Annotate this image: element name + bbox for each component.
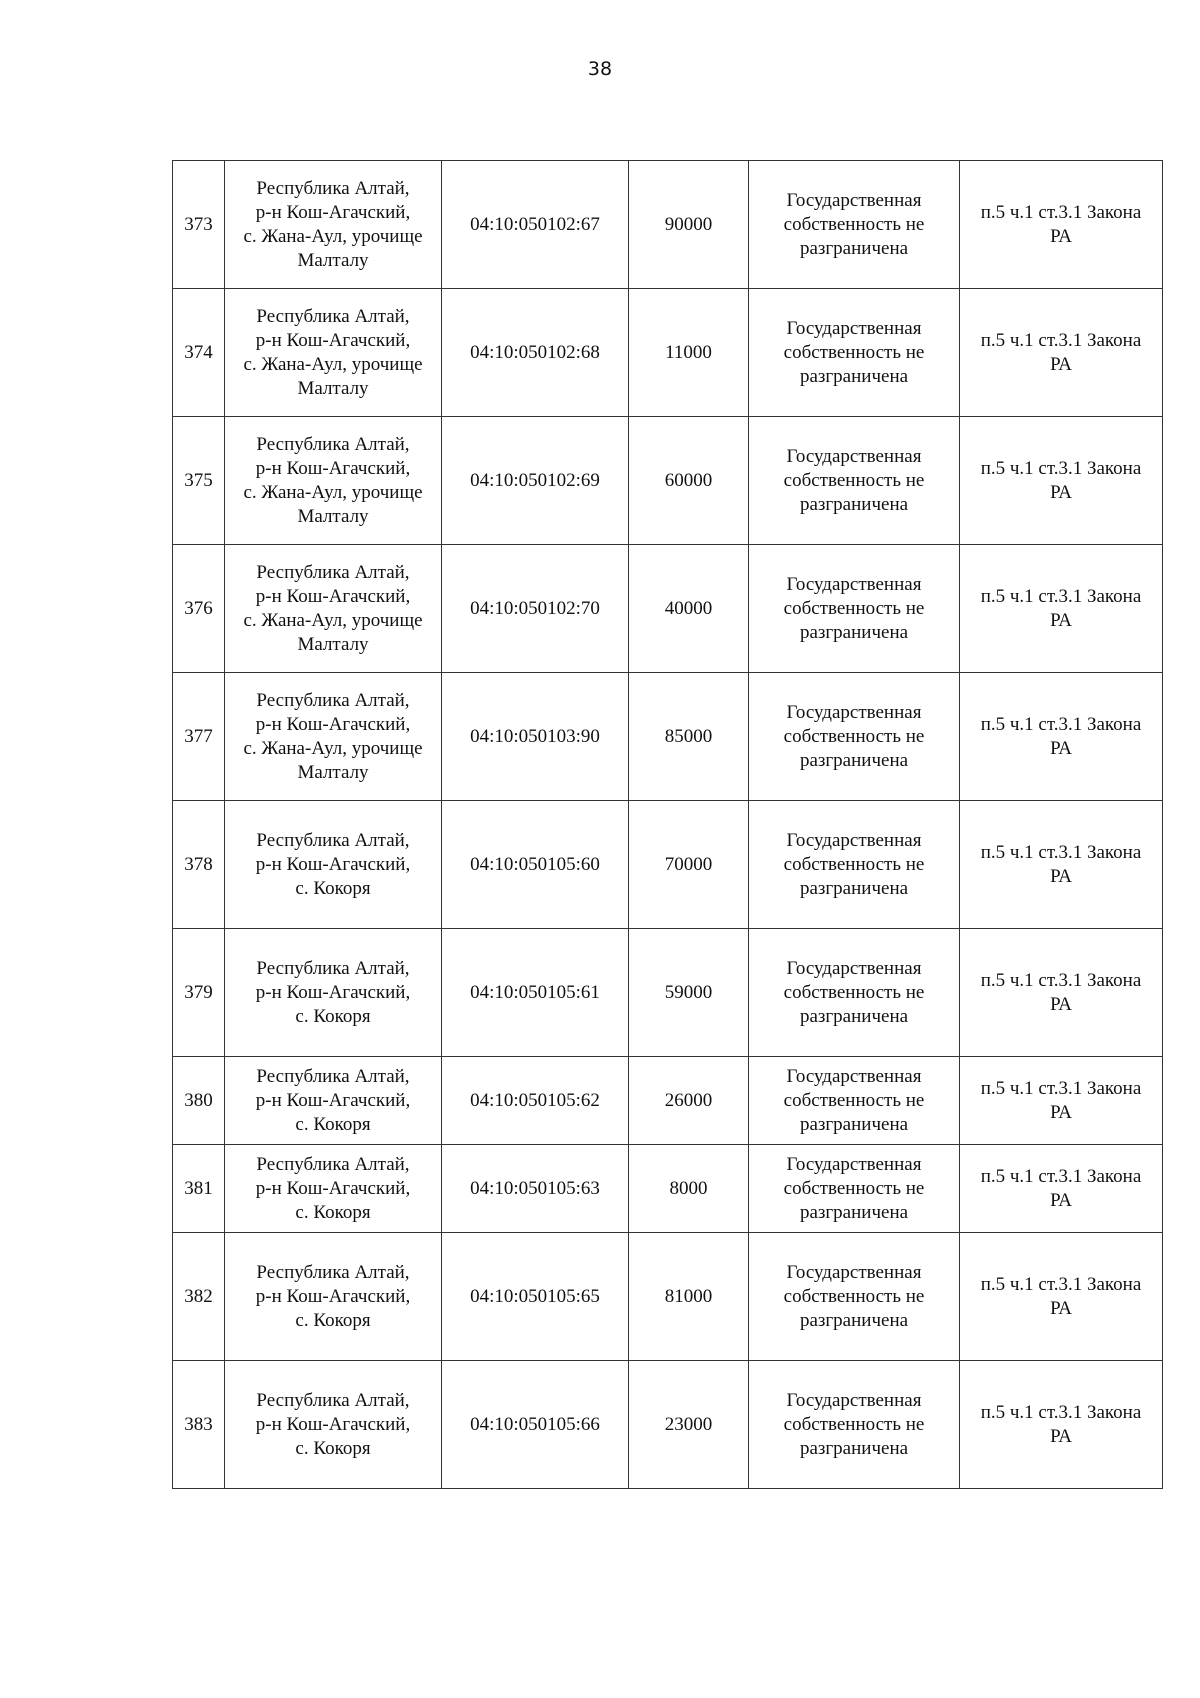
law-reference-cell-line: РА (1050, 1425, 1072, 1447)
row-number-cell: 382 (173, 1233, 225, 1361)
cadastral-number-cell: 04:10:050105:60 (442, 801, 629, 929)
ownership-cell-line: собственность не (783, 1285, 925, 1307)
address-cell-line: Республика Алтай, (256, 433, 410, 455)
area-cell: 26000 (629, 1057, 749, 1145)
law-reference-cell-line: п.5 ч.1 ст.3.1 Закона (980, 1165, 1142, 1187)
ownership-cell-line: собственность не (783, 1413, 925, 1435)
address-cell-line: с. Жана-Аул, урочище (243, 737, 423, 759)
law-reference-cell (960, 673, 1163, 801)
ownership-cell-line: разграничена (799, 1113, 909, 1135)
law-reference-cell-line: РА (1050, 993, 1072, 1015)
law-reference-cell-line: РА (1050, 481, 1072, 503)
cadastral-number-cell: 04:10:050105:63 (442, 1145, 629, 1233)
table-body (173, 161, 1163, 1489)
area-cell: 90000 (629, 161, 749, 289)
law-reference-cell (960, 417, 1163, 545)
address-cell-line: Малталу (297, 761, 369, 783)
ownership-cell-line: Государственная (786, 1261, 922, 1283)
address-cell (225, 929, 442, 1057)
ownership-cell (749, 289, 960, 417)
row-number-cell: 376 (173, 545, 225, 673)
ownership-cell-line: собственность не (783, 213, 925, 235)
ownership-cell-line: собственность не (783, 469, 925, 491)
ownership-cell-line: Государственная (786, 701, 922, 723)
row-number-cell: 383 (173, 1361, 225, 1489)
area-cell: 81000 (629, 1233, 749, 1361)
address-cell-line: с. Жана-Аул, урочище (243, 353, 423, 375)
address-cell-line: Республика Алтай, (256, 1065, 410, 1087)
law-reference-cell (960, 545, 1163, 673)
address-cell-line: р-н Кош-Агачский, (255, 713, 411, 735)
address-cell (225, 673, 442, 801)
law-reference-cell (960, 929, 1163, 1057)
table-row (173, 289, 1163, 417)
area-cell: 70000 (629, 801, 749, 929)
ownership-cell-line: собственность не (783, 853, 925, 875)
address-cell-line: с. Жана-Аул, урочище (243, 225, 423, 247)
law-reference-cell-line: п.5 ч.1 ст.3.1 Закона (980, 1077, 1142, 1099)
ownership-cell (749, 1361, 960, 1489)
ownership-cell-line: Государственная (786, 445, 922, 467)
law-reference-cell-line: п.5 ч.1 ст.3.1 Закона (980, 457, 1142, 479)
ownership-cell (749, 417, 960, 545)
address-cell-line: р-н Кош-Агачский, (255, 329, 411, 351)
ownership-cell-line: разграничена (799, 749, 909, 771)
law-reference-cell (960, 1233, 1163, 1361)
address-cell-line: р-н Кош-Агачский, (255, 1177, 411, 1199)
cadastral-number-cell: 04:10:050102:69 (442, 417, 629, 545)
row-number-cell: 375 (173, 417, 225, 545)
cadastral-number-cell: 04:10:050102:68 (442, 289, 629, 417)
ownership-cell (749, 1057, 960, 1145)
ownership-cell-line: Государственная (786, 829, 922, 851)
area-cell: 11000 (629, 289, 749, 417)
law-reference-cell-line: РА (1050, 225, 1072, 247)
ownership-cell-line: Государственная (786, 317, 922, 339)
address-cell-line: р-н Кош-Агачский, (255, 981, 411, 1003)
address-cell-line: с. Кокоря (295, 1005, 371, 1027)
law-reference-cell (960, 1057, 1163, 1145)
address-cell (225, 289, 442, 417)
table-row (173, 801, 1163, 929)
address-cell (225, 1057, 442, 1145)
row-number-cell: 373 (173, 161, 225, 289)
address-cell-line: с. Кокоря (295, 1113, 371, 1135)
law-reference-cell-line: РА (1050, 1297, 1072, 1319)
area-cell: 85000 (629, 673, 749, 801)
address-cell-line: Республика Алтай, (256, 561, 410, 583)
address-cell-line: с. Жана-Аул, урочище (243, 481, 423, 503)
land-plots-table (172, 160, 1163, 1489)
address-cell-line: Малталу (297, 377, 369, 399)
page-number: 38 (587, 58, 613, 80)
address-cell (225, 1361, 442, 1489)
address-cell-line: Республика Алтай, (256, 305, 410, 327)
ownership-cell-line: собственность не (783, 597, 925, 619)
area-cell: 8000 (629, 1145, 749, 1233)
row-number-cell: 381 (173, 1145, 225, 1233)
ownership-cell-line: собственность не (783, 341, 925, 363)
ownership-cell-line: собственность не (783, 981, 925, 1003)
ownership-cell-line: Государственная (786, 573, 922, 595)
law-reference-cell-line: п.5 ч.1 ст.3.1 Закона (980, 841, 1142, 863)
law-reference-cell-line: п.5 ч.1 ст.3.1 Закона (980, 1273, 1142, 1295)
address-cell-line: р-н Кош-Агачский, (255, 853, 411, 875)
ownership-cell-line: Государственная (786, 189, 922, 211)
address-cell-line: р-н Кош-Агачский, (255, 1089, 411, 1111)
cadastral-number-cell: 04:10:050105:62 (442, 1057, 629, 1145)
table-row (173, 545, 1163, 673)
table-row (173, 1145, 1163, 1233)
law-reference-cell-line: РА (1050, 353, 1072, 375)
area-cell: 40000 (629, 545, 749, 673)
ownership-cell-line: Государственная (786, 1389, 922, 1411)
law-reference-cell-line: п.5 ч.1 ст.3.1 Закона (980, 201, 1142, 223)
address-cell-line: Республика Алтай, (256, 177, 410, 199)
address-cell-line: Республика Алтай, (256, 957, 410, 979)
ownership-cell (749, 161, 960, 289)
row-number-cell: 380 (173, 1057, 225, 1145)
address-cell (225, 161, 442, 289)
address-cell-line: р-н Кош-Агачский, (255, 585, 411, 607)
cadastral-number-cell: 04:10:050103:90 (442, 673, 629, 801)
table-row (173, 161, 1163, 289)
cadastral-number-cell: 04:10:050105:65 (442, 1233, 629, 1361)
row-number-cell: 379 (173, 929, 225, 1057)
law-reference-cell (960, 289, 1163, 417)
ownership-cell (749, 929, 960, 1057)
ownership-cell-line: Государственная (786, 1065, 922, 1087)
address-cell (225, 1145, 442, 1233)
ownership-cell (749, 1145, 960, 1233)
law-reference-cell (960, 801, 1163, 929)
row-number-cell: 378 (173, 801, 225, 929)
law-reference-cell-line: РА (1050, 737, 1072, 759)
ownership-cell-line: собственность не (783, 1089, 925, 1111)
law-reference-cell-line: РА (1050, 609, 1072, 631)
law-reference-cell-line: п.5 ч.1 ст.3.1 Закона (980, 713, 1142, 735)
ownership-cell (749, 801, 960, 929)
ownership-cell-line: разграничена (799, 877, 909, 899)
address-cell-line: р-н Кош-Агачский, (255, 201, 411, 223)
table-row (173, 1057, 1163, 1145)
ownership-cell (749, 673, 960, 801)
law-reference-cell-line: РА (1050, 865, 1072, 887)
ownership-cell-line: собственность не (783, 725, 925, 747)
table-row (173, 417, 1163, 545)
law-reference-cell-line: РА (1050, 1189, 1072, 1211)
cadastral-number-cell: 04:10:050105:61 (442, 929, 629, 1057)
ownership-cell-line: собственность не (783, 1177, 925, 1199)
law-reference-cell (960, 1361, 1163, 1489)
address-cell-line: с. Кокоря (295, 1201, 371, 1223)
table-row (173, 929, 1163, 1057)
law-reference-cell-line: п.5 ч.1 ст.3.1 Закона (980, 969, 1142, 991)
cadastral-number-cell: 04:10:050105:66 (442, 1361, 629, 1489)
address-cell-line: с. Кокоря (295, 1309, 371, 1331)
address-cell-line: Республика Алтай, (256, 1261, 410, 1283)
address-cell (225, 801, 442, 929)
address-cell-line: Республика Алтай, (256, 1389, 410, 1411)
ownership-cell-line: Государственная (786, 957, 922, 979)
ownership-cell-line: разграничена (799, 1005, 909, 1027)
address-cell-line: Малталу (297, 249, 369, 271)
address-cell-line: Республика Алтай, (256, 829, 410, 851)
row-number-cell: 377 (173, 673, 225, 801)
area-cell: 59000 (629, 929, 749, 1057)
address-cell-line: р-н Кош-Агачский, (255, 457, 411, 479)
ownership-cell-line: разграничена (799, 1437, 909, 1459)
ownership-cell-line: разграничена (799, 237, 909, 259)
address-cell-line: Малталу (297, 505, 369, 527)
address-cell-line: Республика Алтай, (256, 689, 410, 711)
law-reference-cell-line: РА (1050, 1101, 1072, 1123)
ownership-cell-line: разграничена (799, 493, 909, 515)
address-cell (225, 1233, 442, 1361)
law-reference-cell-line: п.5 ч.1 ст.3.1 Закона (980, 585, 1142, 607)
table-row (173, 673, 1163, 801)
address-cell-line: с. Кокоря (295, 1437, 371, 1459)
cadastral-number-cell: 04:10:050102:70 (442, 545, 629, 673)
address-cell-line: р-н Кош-Агачский, (255, 1413, 411, 1435)
address-cell (225, 545, 442, 673)
cadastral-number-cell: 04:10:050102:67 (442, 161, 629, 289)
address-cell-line: с. Жана-Аул, урочище (243, 609, 423, 631)
area-cell: 60000 (629, 417, 749, 545)
law-reference-cell (960, 161, 1163, 289)
ownership-cell-line: разграничена (799, 1201, 909, 1223)
ownership-cell-line: Государственная (786, 1153, 922, 1175)
address-cell-line: с. Кокоря (295, 877, 371, 899)
address-cell-line: р-н Кош-Агачский, (255, 1285, 411, 1307)
address-cell-line: Республика Алтай, (256, 1153, 410, 1175)
area-cell: 23000 (629, 1361, 749, 1489)
law-reference-cell-line: п.5 ч.1 ст.3.1 Закона (980, 329, 1142, 351)
law-reference-cell-line: п.5 ч.1 ст.3.1 Закона (980, 1401, 1142, 1423)
table-row (173, 1233, 1163, 1361)
address-cell (225, 417, 442, 545)
address-cell-line: Малталу (297, 633, 369, 655)
ownership-cell-line: разграничена (799, 621, 909, 643)
ownership-cell-line: разграничена (799, 365, 909, 387)
row-number-cell: 374 (173, 289, 225, 417)
table-row (173, 1361, 1163, 1489)
ownership-cell (749, 545, 960, 673)
law-reference-cell (960, 1145, 1163, 1233)
ownership-cell (749, 1233, 960, 1361)
ownership-cell-line: разграничена (799, 1309, 909, 1331)
